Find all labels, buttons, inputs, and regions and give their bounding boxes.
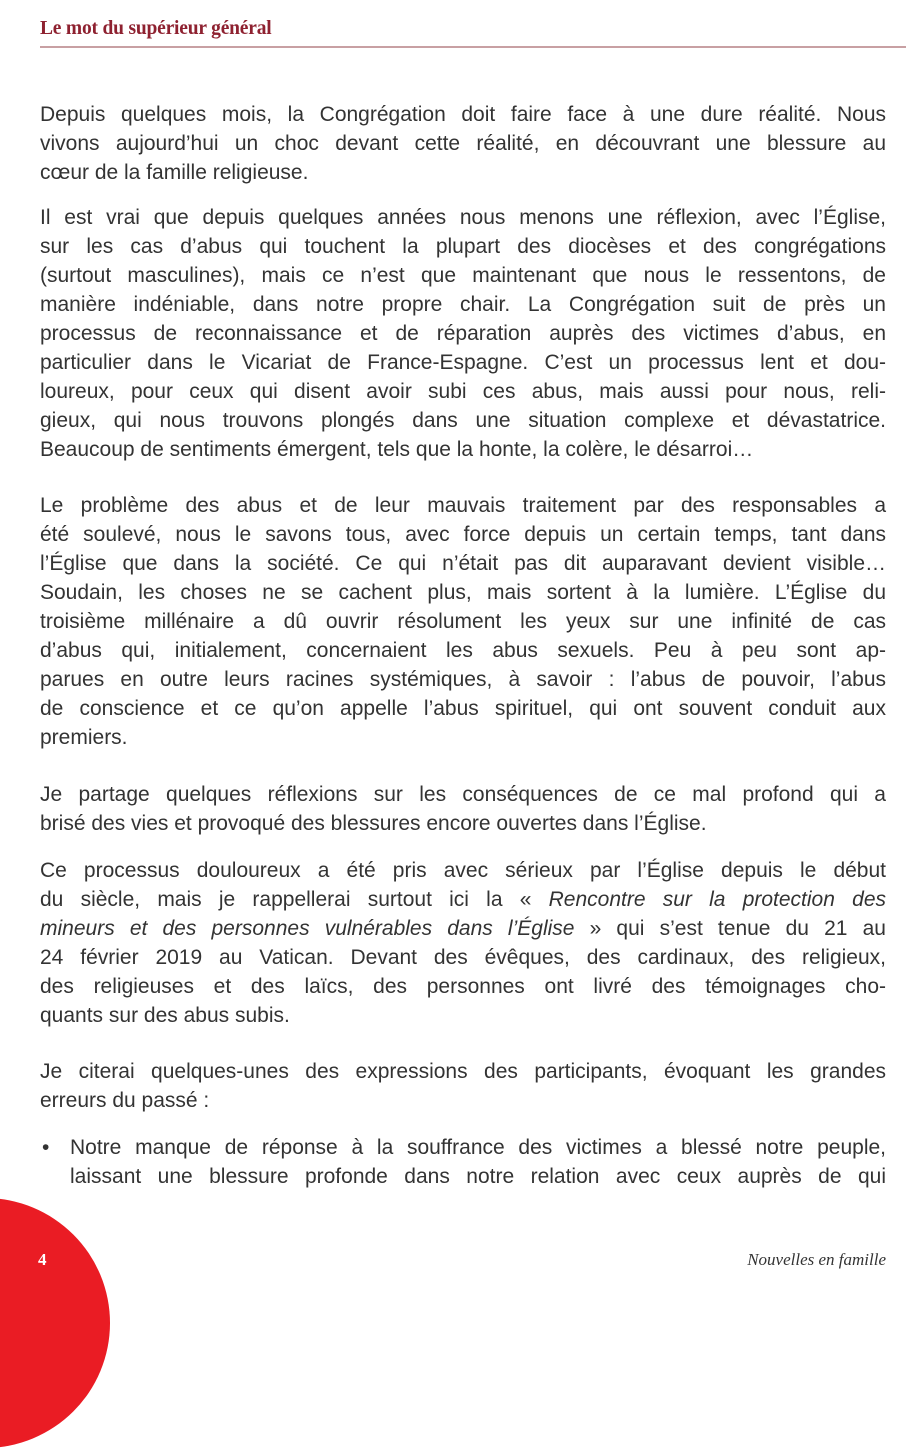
text-line: des religieuses et des laïcs, des personnes ont livré des témoignages cho-: [40, 975, 886, 998]
text-span: » qui s’est tenue du 21 au: [574, 917, 886, 940]
text-line: premiers.: [40, 726, 128, 749]
bullet-marker: •: [42, 1136, 50, 1159]
bullet-text: [70, 1133, 886, 1191]
section-title: Le mot du supérieur général: [40, 18, 272, 39]
text-line: Depuis quelques mois, la Congrégation doit faire face à une dure réalité. Nous: [40, 103, 886, 126]
publication-title: Nouvelles en famille: [747, 1250, 886, 1269]
text-line: Soudain, les choses ne se cachent plus, mais sortent à la lumière. L’Église du: [40, 581, 886, 604]
italic-title: mineurs et des personnes vulnérables dans l’Église: [40, 917, 575, 940]
text-line: sur les cas d’abus qui touchent la plupart des diocèses et des congrégations: [40, 235, 886, 258]
text-line: erreurs du passé :: [40, 1089, 210, 1112]
paragraph-2: [40, 203, 886, 464]
text-line: manière indéniable, dans notre propre chair. La Congrégation suit de près un: [40, 293, 886, 316]
paragraph-1: [40, 100, 886, 187]
text-line: Beaucoup de sentiments émergent, tels que la honte, la colère, le désarroi…: [40, 438, 754, 461]
paragraph-3: [40, 491, 886, 752]
text-line: été soulevé, nous le savons tous, avec force depuis un certain temps, tant dans: [40, 523, 886, 546]
text-line: laissant une blessure profonde dans notre relation avec ceux auprès de qui: [70, 1165, 886, 1188]
text-line: d’abus qui, initialement, concernaient les abus sexuels. Peu à peu sont ap-: [40, 639, 886, 662]
text-line: Le problème des abus et de leur mauvais traitement par des responsables a: [40, 494, 886, 517]
paragraph-4: [40, 780, 886, 838]
text-line: loureux, pour ceux qui disent avoir subi ces abus, mais aussi pour nous, reli-: [40, 380, 886, 403]
text-line: [40, 885, 886, 914]
paragraph-6: [40, 1057, 886, 1115]
text-line: Je partage quelques réflexions sur les conséquences de ce mal profond qui a: [40, 783, 886, 806]
text-line: gieux, qui nous trouvons plongés dans une situation complexe et dévastatrice.: [40, 409, 886, 432]
text-line: 24 février 2019 au Vatican. Devant des évêques, des cardinaux, des religieux,: [40, 946, 886, 969]
text-line: particulier dans le Vicariat de France-Espagne. C’est un processus lent et dou-: [40, 351, 886, 374]
italic-title: Rencontre sur la protection des: [548, 888, 886, 911]
text-line: brisé des vies et provoqué des blessures encore ouvertes dans l’Église.: [40, 812, 707, 835]
header-divider: [40, 46, 906, 48]
text-line: Il est vrai que depuis quelques années nous menons une réflexion, avec l’Église,: [40, 206, 886, 229]
text-line: de conscience et ce qu’on appelle l’abus spirituel, qui ont souvent conduit aux: [40, 697, 886, 720]
text-line: cœur de la famille religieuse.: [40, 161, 309, 184]
text-line: parues en outre leurs racines systémiques, à savoir : l’abus de pouvoir, l’abus: [40, 668, 886, 691]
text-line: [40, 914, 886, 943]
text-line: Je citerai quelques-unes des expressions des participants, évoquant les grandes: [40, 1060, 886, 1083]
text-line: vivons aujourd’hui un choc devant cette réalité, en découvrant une blessure au: [40, 132, 886, 155]
decorative-red-circle: [0, 1198, 110, 1448]
paragraph-5: [40, 856, 886, 1030]
text-span: du siècle, mais je rappellerai surtout ici la «: [40, 888, 549, 911]
page-number: 4: [38, 1250, 47, 1269]
text-line: l’Église que dans la société. Ce qui n’était pas dit auparavant devient visible…: [40, 552, 886, 575]
text-line: (surtout masculines), mais ce n’est que maintenant que nous le ressentons, de: [40, 264, 886, 287]
text-line: quants sur des abus subis.: [40, 1004, 290, 1027]
text-line: troisième millénaire a dû ouvrir résolument les yeux sur une infinité de cas: [40, 610, 886, 633]
text-line: Notre manque de réponse à la souffrance des victimes a blessé notre peuple,: [70, 1136, 886, 1159]
text-line: processus de reconnaissance et de réparation auprès des victimes d’abus, en: [40, 322, 886, 345]
text-line: Ce processus douloureux a été pris avec sérieux par l’Église depuis le début: [40, 859, 886, 882]
